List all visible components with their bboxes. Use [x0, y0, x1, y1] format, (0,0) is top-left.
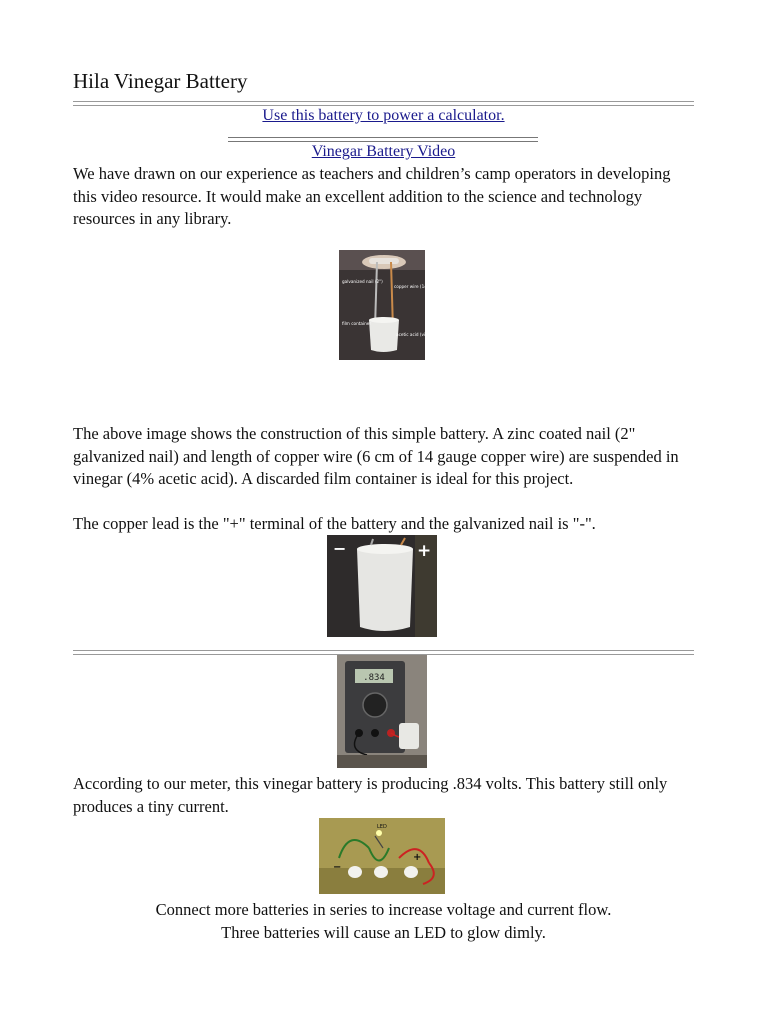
container-label: film container — [342, 321, 372, 326]
minus-label: − — [333, 539, 347, 558]
series-plus-label: + — [413, 852, 422, 863]
construction-paragraph: The above image shows the construction of this simple battery. A zinc coated nail (2" galvanized nail) and length of copper wire (6 cm of 14 gauge copper wire) are suspended in vinegar (4% acetic acid). A discarded film container is ideal for this project. — [73, 424, 679, 488]
calculator-link-row — [73, 106, 694, 126]
meter-reading-photo — [337, 655, 427, 768]
meter-display: .834 — [363, 673, 385, 683]
meter-paragraph: According to our meter, this vinegar battery is producing .834 volts. This battery still only produces a tiny current. — [73, 774, 668, 816]
video-link[interactable]: Vinegar Battery Video — [311, 143, 456, 160]
series-minus-label: − — [333, 862, 342, 873]
video-link-row — [73, 142, 694, 162]
wire-label: copper wire (14 gauge) — [394, 284, 443, 289]
battery-construction-photo — [339, 250, 443, 360]
led-label: LED — [377, 824, 387, 830]
plus-label: + — [417, 541, 432, 561]
intro-paragraph: We have drawn on our experience as teachers and children’s camp operators in developing this video resource. It would make an excellent addition to the science and technology resources in any library. — [73, 164, 671, 228]
page-title: Hila Vinegar Battery — [73, 69, 248, 93]
nail-label: galvanized nail (2") — [342, 279, 383, 284]
battery-terminals-photo — [327, 535, 437, 637]
led-series-photo — [319, 818, 445, 894]
calculator-link[interactable]: Use this battery to power a calculator. — [262, 107, 505, 124]
series-caption-1: Connect more batteries in series to increase voltage and current flow. — [155, 900, 612, 919]
acid-label: acetic acid (vinegar) — [396, 332, 439, 337]
terminal-paragraph: The copper lead is the "+" terminal of the battery and the galvanized nail is "-". — [73, 514, 596, 533]
series-caption-2: Three batteries will cause an LED to glow dimly. — [221, 923, 546, 942]
